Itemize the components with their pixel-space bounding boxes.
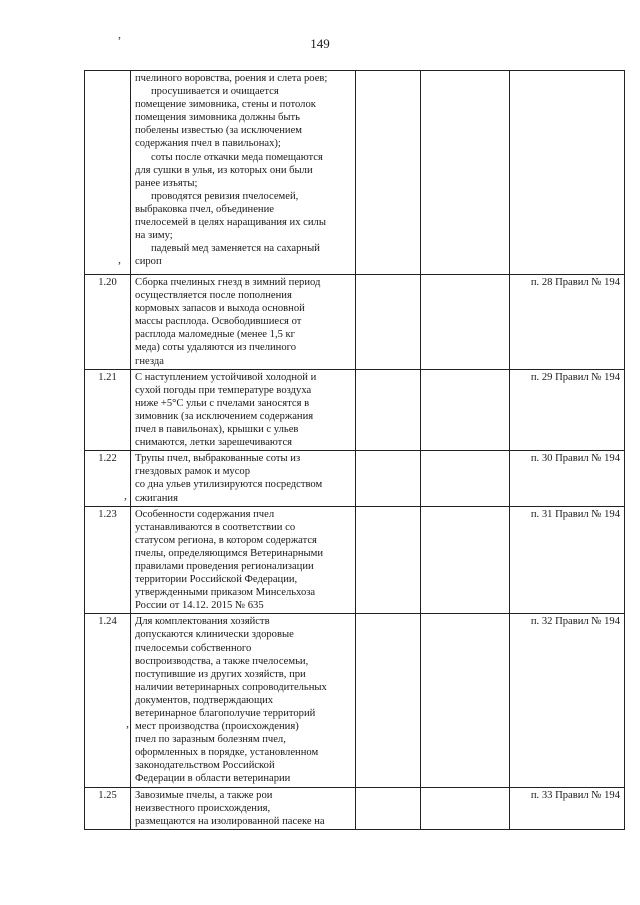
text-line: пчелосемьи собственного <box>135 642 252 654</box>
requirement-text <box>131 787 356 829</box>
table-row <box>85 451 625 506</box>
text-line: статусом региона, в котором содержатся <box>135 534 317 546</box>
stray-mark: , <box>118 27 121 41</box>
empty-cell <box>356 451 421 506</box>
legal-reference: п. 33 Правил № 194 <box>510 787 625 829</box>
text-line: побелены известью (за исключением <box>135 125 302 137</box>
legal-reference: п. 30 Правил № 194 <box>510 451 625 506</box>
table-row <box>85 275 625 370</box>
text-line: Завозимые пчелы, а также рои <box>135 789 273 801</box>
text-line: снимаются, летки зарешечиваются <box>135 437 293 449</box>
page-number: 149 <box>310 36 330 51</box>
text-line: сухой погоды при температуре воздуха <box>135 384 312 396</box>
stray-mark: , <box>118 252 121 266</box>
empty-cell <box>421 614 510 787</box>
empty-cell <box>356 614 421 787</box>
text-line: наличии ветеринарных сопроводительных <box>135 681 327 693</box>
text-line: документов, подтверждающих <box>135 694 274 706</box>
text-line: территории Российской Федерации, <box>135 574 298 586</box>
text-line: соты после откачки меда помещаются <box>151 151 323 163</box>
row-number: 1.23 <box>85 506 131 614</box>
text-line: Трупы пчел, выбракованные соты из <box>135 453 301 465</box>
text-line: кормовых запасов и выхода основной <box>135 303 305 315</box>
table-row <box>85 506 625 614</box>
text-line: сжигания <box>135 492 178 504</box>
text-line: падевый мед заменяется на сахарный <box>151 243 320 255</box>
empty-cell <box>421 506 510 614</box>
text-line: гнездовых рамок и мусор <box>135 466 251 478</box>
table-row <box>85 369 625 451</box>
text-line: С наступлением устойчивой холодной и <box>135 371 317 383</box>
requirements-table <box>84 70 625 830</box>
text-line: Сборка пчелиных гнезд в зимний период <box>135 277 321 288</box>
empty-cell <box>421 451 510 506</box>
table-row <box>85 71 625 275</box>
row-number: 1.24 <box>85 614 131 787</box>
text-line: просушивается и очищается <box>151 86 279 98</box>
empty-cell <box>421 787 510 829</box>
text-line: ветеринарное благополучие территорий <box>135 708 316 719</box>
text-line: меда) соты удаляются из пчелиного <box>135 342 297 354</box>
row-number: 1.22 <box>85 451 131 506</box>
text-line: пчел по заразным болезням пчел, <box>135 734 286 746</box>
legal-reference: п. 31 Правил № 194 <box>510 506 625 614</box>
requirement-text <box>131 275 356 370</box>
text-line: размещаются на изолированной пасеке на <box>135 815 325 827</box>
text-line: пчелосемей в целях наращивания их силы <box>135 217 326 229</box>
text-line: пчелы, определяющимся Ветеринарными <box>135 547 324 559</box>
legal-reference <box>510 71 625 275</box>
empty-cell <box>421 275 510 370</box>
text-line: допускаются клинически здоровые <box>135 629 294 641</box>
text-line: проводятся ревизия пчелосемей, <box>151 190 299 202</box>
stray-mark: , <box>126 716 129 730</box>
legal-reference: п. 29 Правил № 194 <box>510 369 625 451</box>
row-number: 1.25 <box>85 787 131 829</box>
text-line: зимовник (за исключением содержания <box>135 410 314 422</box>
text-line: гнезда <box>135 355 164 367</box>
text-line: для сушки в улья, из которых они были <box>135 164 313 176</box>
empty-cell <box>421 71 510 275</box>
empty-cell <box>356 506 421 614</box>
text-line: неизвестного происхождения, <box>135 802 271 814</box>
text-line: сироп <box>135 256 162 268</box>
requirement-text <box>131 506 356 614</box>
empty-cell <box>356 71 421 275</box>
text-line: содержания пчел в павильонах); <box>135 138 281 150</box>
requirement-text <box>131 369 356 451</box>
requirement-text <box>131 71 356 275</box>
text-line: пчел в павильонах), крышки с ульев <box>135 424 299 436</box>
table-row <box>85 787 625 829</box>
empty-cell <box>356 369 421 451</box>
text-line: пчелиного воровства, роения и слета роев; <box>135 73 328 84</box>
text-line: России от 14.12. 2015 № 635 <box>135 600 264 612</box>
empty-cell <box>356 787 421 829</box>
text-line: ниже +5°С ульи с пчелами заносятся в <box>135 397 310 409</box>
text-line: оформленных в порядке, установленном <box>135 747 319 759</box>
text-line: помещения зимовника должны быть <box>135 112 300 124</box>
legal-reference: п. 32 Правил № 194 <box>510 614 625 787</box>
text-line: утвержденными приказом Минсельхоза <box>135 587 316 599</box>
row-number: 1.20 <box>85 275 131 370</box>
text-line: правилами проведения регионализации <box>135 560 314 572</box>
text-line: Для комплектования хозяйств <box>135 616 270 628</box>
table-row <box>85 614 625 787</box>
requirement-text <box>131 614 356 787</box>
text-line: мест производства (происхождения) <box>135 721 299 733</box>
text-line: устанавливаются в соответствии со <box>135 521 296 533</box>
text-line: массы расплода. Освободившиеся от <box>135 316 302 328</box>
text-line: на зиму; <box>135 230 173 242</box>
empty-cell <box>356 275 421 370</box>
text-line: Федерации в области ветеринарии <box>135 773 291 785</box>
text-line: со дна ульев утилизируются посредством <box>135 479 323 491</box>
legal-reference: п. 28 Правил № 194 <box>510 275 625 370</box>
text-line: помещение зимовника, стены и потолок <box>135 99 316 111</box>
row-number <box>85 71 131 275</box>
text-line: Особенности содержания пчел <box>135 508 275 520</box>
text-line: законодательством Российской <box>135 760 275 772</box>
text-line: воспроизводства, а также пчелосемьи, <box>135 655 309 667</box>
text-line: расплода маломедные (менее 1,5 кг <box>135 329 296 341</box>
text-line: ранее изъяты; <box>135 177 198 189</box>
text-line: выбраковка пчел, объединение <box>135 203 274 215</box>
row-number: 1.21 <box>85 369 131 451</box>
requirement-text <box>131 451 356 506</box>
stray-mark: , <box>124 488 127 502</box>
empty-cell <box>421 369 510 451</box>
text-line: осуществляется после пополнения <box>135 290 292 302</box>
text-line: поступившие из других хозяйств, при <box>135 668 306 680</box>
